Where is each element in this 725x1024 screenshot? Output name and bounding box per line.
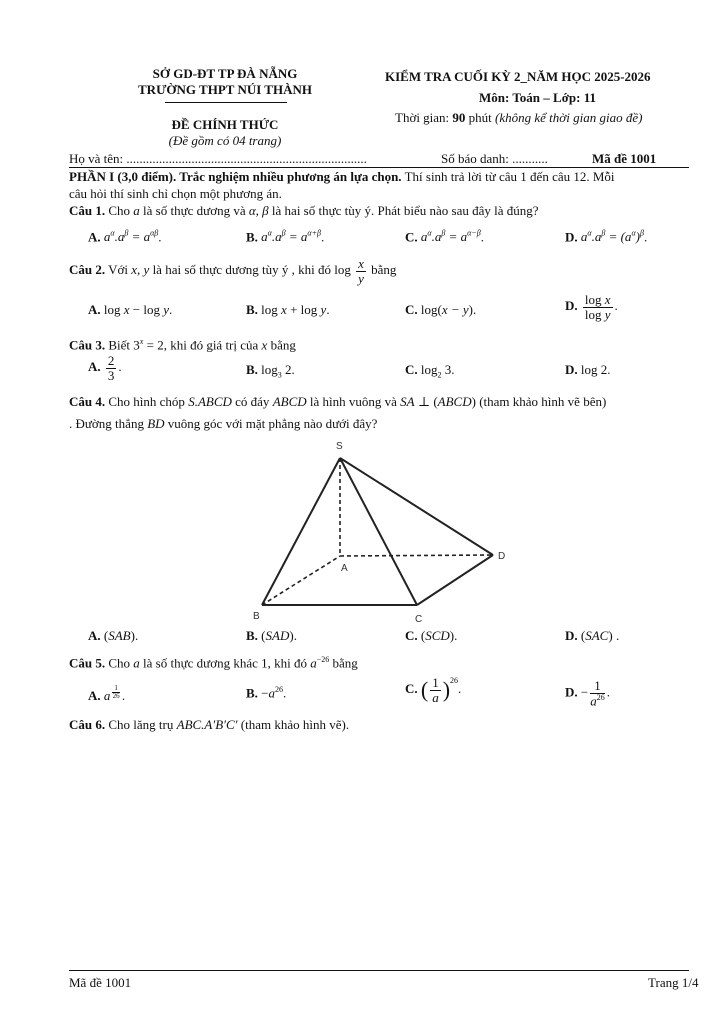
q1-option-c[interactable]: C. $a^\alpha.a^\beta = a^{\alpha-\beta}$.: [405, 229, 484, 245]
q2-option-d[interactable]: D. $\frac{\text{log x}}{\text{log y}}$ .: [565, 292, 618, 322]
footer-rule: [69, 970, 689, 971]
q3-option-c[interactable]: C. $\log_2 3$.: [405, 362, 455, 380]
q5-option-a[interactable]: A. a $^{\frac{1}{26}}$ .: [88, 684, 126, 704]
dept-name: SỞ GD-ĐT TP ĐÀ NẴNG: [152, 66, 298, 81]
edge-ba: [262, 556, 340, 605]
name-field: Họ và tên: ..........................................................................: [69, 151, 367, 166]
q3-option-a[interactable]: A. $\frac{2}{3}$ .: [88, 353, 122, 383]
footer-page: Trang 1/4: [648, 975, 699, 990]
question-1: Câu 1. Cho a là số thực dương và α, β là hai số thực tùy ý. Phát biểu nào sau đây là đúng?: [69, 203, 539, 218]
exam-subject: Môn: Toán – Lớp: 11: [478, 90, 596, 105]
school-name: TRƯỜNG THPT NÚI THÀNH: [138, 82, 312, 97]
label-s: S: [336, 441, 343, 452]
q2-option-c[interactable]: C. log(x − y).: [405, 302, 477, 317]
label-b: B: [253, 611, 260, 622]
pyramid-figure: [240, 435, 520, 627]
q2-option-a[interactable]: A. log x − log y.: [88, 302, 173, 317]
q4-option-b[interactable]: B. (SAD).: [246, 628, 297, 643]
q1-option-a[interactable]: A. $a^\alpha.a^\beta = a^{\alpha\beta}$.: [88, 229, 162, 245]
q4-option-c[interactable]: C. (SCD).: [405, 628, 458, 643]
q1-option-b[interactable]: B. $a^\alpha.a^\beta = a^{\alpha+\beta}$.: [246, 229, 325, 245]
edge-ad: [340, 555, 493, 556]
q1-option-d[interactable]: D. $a^\alpha.a^\beta = (a^\alpha)^\beta$.: [565, 229, 648, 245]
q4-option-a[interactable]: A. (SAB).: [88, 628, 139, 643]
edge-sb: [262, 458, 340, 605]
q5-option-b[interactable]: B. $-a^{26}$.: [246, 685, 287, 701]
edge-sc: [340, 458, 417, 605]
exam-title: KIỂM TRA CUỐI KỲ 2_NĂM HỌC 2025-2026: [385, 69, 651, 84]
q2-option-b[interactable]: B. log x + log y.: [246, 302, 330, 317]
exam-time: Thời gian: 90 phút (không kể thời gian giao đề): [395, 110, 643, 125]
edge-cd: [417, 555, 493, 605]
footer-code: Mã đề 1001: [69, 975, 132, 990]
label-d: D: [498, 551, 506, 562]
question-3: Câu 3. Biết $3^x = 2$, khi đó giá trị của x bằng: [69, 337, 296, 353]
q5-option-c[interactable]: C. ( $\frac{1}{a}$ )$^{26}$.: [405, 675, 462, 705]
question-5: Câu 5. Cho a là số thực dương khác 1, khi đó $a^{-26}$ bằng: [69, 655, 358, 671]
label-a: A: [341, 563, 348, 574]
q4-option-d[interactable]: D. (SAC) .: [565, 628, 620, 643]
q3-option-b[interactable]: B. $\log_3 2$.: [246, 362, 295, 380]
q5-option-d[interactable]: D. − $\frac{1}{a^{26}}$ .: [565, 678, 610, 708]
exam-code: Mã đề 1001: [592, 151, 657, 166]
official-label: ĐỀ CHÍNH THỨC: [171, 117, 279, 132]
q3-option-d[interactable]: D. log 2.: [565, 362, 611, 377]
label-c: C: [415, 614, 423, 625]
question-4: Câu 4. Cho hình chóp S.ABCD có đáy ABCD là hình vuông và SA ⊥ (ABCD) (tham khảo hình vẽ bên): [69, 394, 607, 409]
question-4-cont: . Đường thẳng BD vuông góc với mặt phẳng nào dưới đây?: [69, 416, 378, 431]
header-rule: [69, 167, 689, 168]
edge-sd: [340, 458, 493, 555]
header-divider: [165, 102, 287, 103]
question-6: Câu 6. Cho lăng trụ ABC.A′B′C′ (tham khảo hình vẽ).: [69, 717, 350, 732]
part1-instruction: câu hỏi thí sinh chỉ chọn một phương án.: [69, 186, 282, 201]
part1-heading: PHẦN I (3,0 điểm). Trắc nghiệm nhiều phương án lựa chọn. Thí sinh trả lời từ câu 1 đến câu 12. Mỗi: [69, 169, 615, 184]
id-field: Số báo danh: ...........: [441, 151, 548, 166]
question-2: Câu 2. Với x, y là hai số thực dương tùy ý , khi đó log $\frac{x}{y}$ bằng: [69, 256, 397, 286]
pages-note: (Đề gồm có 04 trang): [168, 133, 282, 148]
